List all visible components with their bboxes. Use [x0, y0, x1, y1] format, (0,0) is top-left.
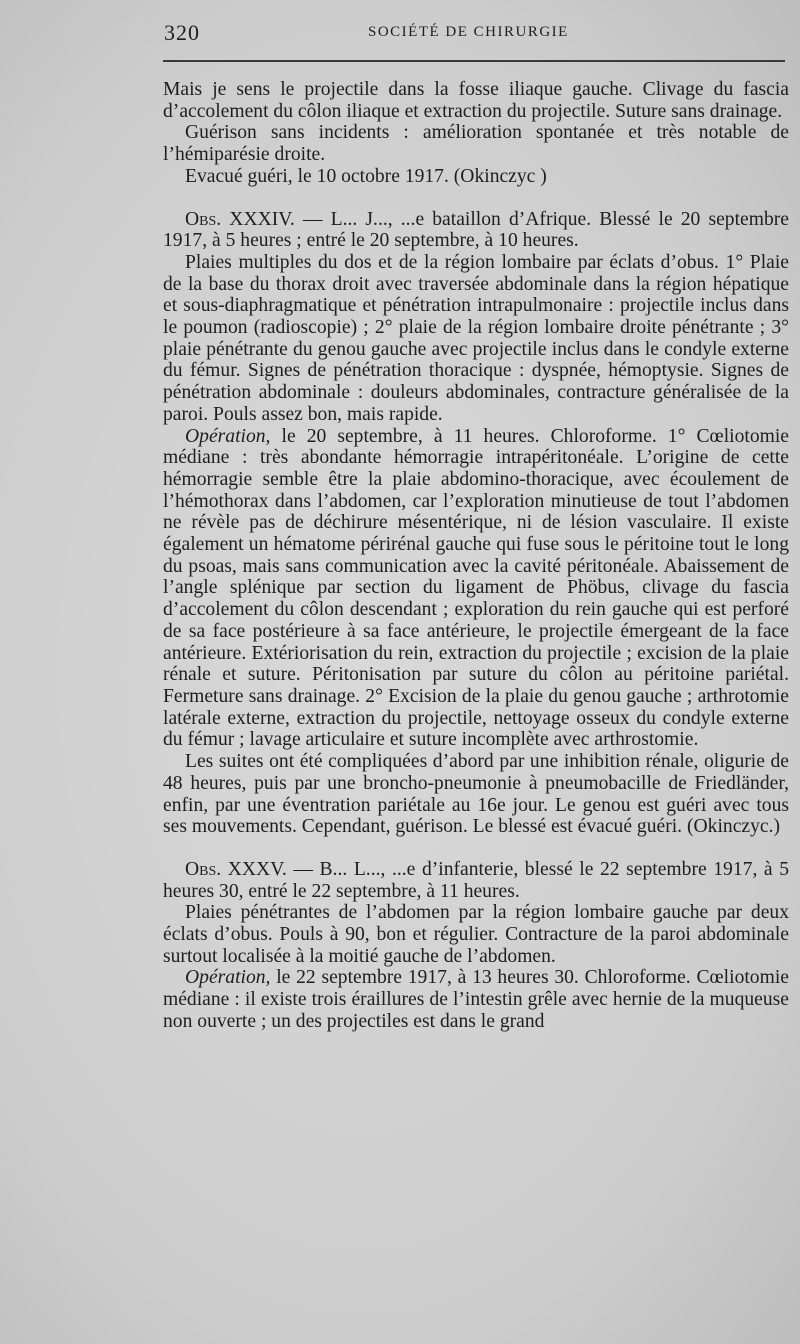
paragraph: Guérison sans incidents : amélioration spontanée et très notable de l’hémiparésie droite. — [163, 122, 789, 166]
header-rule — [163, 60, 785, 62]
page-header — [160, 14, 790, 48]
operation-label: Opération, — [185, 967, 271, 989]
section-gap — [163, 838, 789, 859]
observation-label: Obs. XXXV. — [185, 858, 287, 880]
page-number: 320 — [164, 20, 200, 45]
observation-text: — L... J..., ...e bataillon d’Afrique. Blessé le 20 septembre 1917, à 5 heures ; entré le 20 septembre, à 10 heures. — [163, 208, 789, 252]
paragraph: Les suites ont été compliquées d’abord par une inhibition rénale, oligurie de 48 heures, puis par une broncho-pneumonie à pneumobacille de Friedländer, enfin, par une éventration pariétale au 16e jour. Le genou est guéri avec tous ses mouvements. Cependant, guérison. Le blessé est évacué guéri. (Okinczyc.) — [163, 751, 789, 838]
operation-text: le 20 septembre, à 11 heures. Chloroforme. 1° Cœliotomie médiane : très abondante hémorragie intrapéritonéale. L’origine de cette hémorragie semble être la plaie abdomino-thoracique, avec écoulement de l’hémothorax dans l’abdomen, car l’exploration minutieuse de tout l’abdomen ne révèle pas de déchirure mésentérique, ni de lésion vasculaire. Il existe également un hématome périrénal gauche qui fuse sous le péritoine tout le long du psoas, mais sans communication avec la cavité péritonéale. Abaissement de l’angle splénique par section du ligament de Phöbus, clivage du fascia d’accolement du côlon descendant ; exploration du rein gauche qui est perforé de sa face postérieure à sa face antérieure, le projectile émergeant de la face antérieure. Extériorisation du rein, extraction du projectile ; excision de la plaie rénale et suture. Péritonisation par suture du côlon au péritoine pariétal. Fermeture sans drainage. 2° Excision de la plaie du genou gauche ; arthrotomie latérale externe, extraction du projectile, nettoyage osseux du condyle externe du fémur ; lavage articulaire et suture incomplète avec arthrostomie. — [163, 425, 789, 751]
paragraph: Plaies pénétrantes de l’abdomen par la région lombaire gauche par deux éclats d’obus. Pouls à 90, bon et régulier. Contracture de la paroi abdominale surtout localisée à la moitié gauche de l’abdomen. — [163, 902, 789, 967]
observation-heading-paragraph — [163, 209, 789, 252]
section-gap — [163, 188, 789, 209]
operation-text: le 22 septembre 1917, à 13 heures 30. Chloroforme. Cœliotomie médiane : il existe trois éraillures de l’intestin grêle avec hernie de la muqueuse non ouverte ; un des projectiles est dans le grand — [163, 967, 789, 1032]
paragraph: Mais je sens le projectile dans la fosse iliaque gauche. Clivage du fascia d’accolement du côlon iliaque et extraction du projectile. Suture sans drainage. — [163, 79, 789, 122]
observation-heading-paragraph — [163, 859, 789, 902]
operation-paragraph — [163, 967, 789, 1032]
paragraph: Evacué guéri, le 10 octobre 1917. (Okinczyc ) — [185, 165, 547, 187]
body-text — [163, 79, 789, 1033]
paragraph: Plaies multiples du dos et de la région lombaire par éclats d’obus. 1° Plaie de la base du thorax droit avec traversée abdominale dans la région hépatique et sous-diaphragmatique et pénétration intrapulmonaire : projectile inclus dans le poumon (radioscopie) ; 2° plaie de la région lombaire droite pénétrante ; 3° plaie pénétrante du genou gauche avec projectile inclus dans le condyle externe du fémur. Signes de pénétration thoracique : dyspnée, hémoptysie. Signes de pénétration abdominale : douleurs abdominales, contracture généralisée de la paroi. Pouls assez bon, mais rapide. — [163, 251, 789, 425]
operation-label: Opération, — [185, 425, 271, 447]
running-head: SOCIÉTÉ DE CHIRURGIE — [368, 24, 569, 40]
observation-text: — B... L..., ...e d’infanterie, blessé le 22 septembre 1917, à 5 heures 30, entré le 22 septembre, à 11 heures. — [163, 858, 789, 902]
observation-label: Obs. XXXIV. — [185, 208, 295, 230]
operation-paragraph — [163, 426, 789, 752]
